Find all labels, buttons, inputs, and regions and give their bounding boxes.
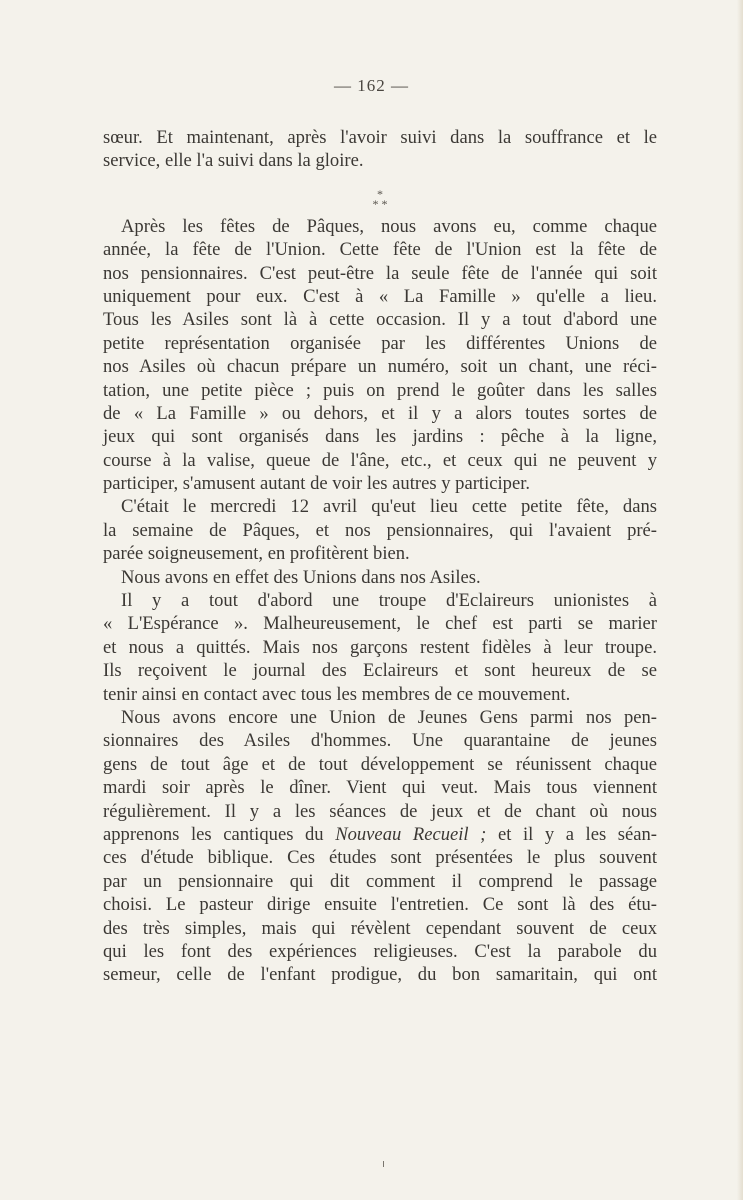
text-line: sœur. Et maintenant, après l'avoir suivi dans la souffrance et le bbox=[103, 127, 657, 148]
separator-stars-bottom: * * bbox=[372, 196, 388, 211]
text-fragment: apprenons les cantiques du bbox=[103, 823, 336, 845]
text-line: Nous avons encore une Union de Jeunes Gens parmi nos pen- bbox=[121, 706, 657, 728]
text-line: et nous a quittés. Mais nos garçons restent fidèles à leur troupe. bbox=[103, 636, 657, 658]
text-line: Ils reçoivent le journal des Eclaireurs et sont heureux de se bbox=[103, 660, 657, 682]
text-line: ces d'étude biblique. Ces études sont présentées le plus souvent bbox=[103, 847, 657, 869]
text-line: la semaine de Pâques, et nos pensionnaires, qui l'avaient pré- bbox=[103, 519, 657, 541]
text-line: des très simples, mais qui révèlent cependant souvent de ceux bbox=[103, 917, 657, 939]
text-fragment: et il y a les séan- bbox=[486, 823, 657, 845]
text-line: participer, s'amusent autant de voir les autres y participer. bbox=[103, 473, 531, 495]
printer-mark bbox=[383, 1161, 384, 1167]
text-line: jeux qui sont organisés dans les jardins : pêche à la ligne, bbox=[103, 426, 657, 448]
text-line: nos pensionnaires. C'est peut-être la seule fête de l'année qui soit bbox=[103, 262, 657, 284]
page-edge bbox=[737, 0, 743, 1200]
text-line: course à la valise, queue de l'âne, etc., et ceux qui ne peuvent y bbox=[103, 449, 657, 471]
text-line: Nous avons en effet des Unions dans nos Asiles. bbox=[121, 566, 481, 588]
separator-star-top: * bbox=[377, 186, 383, 201]
page-number: — 162 — bbox=[334, 76, 409, 95]
text-line: de « La Famille » ou dehors, et il y a alors toutes sortes de bbox=[103, 402, 657, 424]
section-separator bbox=[103, 173, 657, 209]
text-line: gens de tout âge et de tout développement se réunissent chaque bbox=[103, 753, 657, 775]
body-text bbox=[103, 126, 657, 987]
text-line: mardi soir après le dîner. Vient qui veut. Mais tous viennent bbox=[103, 777, 657, 799]
text-line: par un pensionnaire qui dit comment il comprend le passage bbox=[103, 870, 657, 892]
text-line: régulièrement. Il y a les séances de jeux et de chant où nous bbox=[103, 800, 657, 822]
text-line: semeur, celle de l'enfant prodigue, du bon samaritain, qui ont bbox=[103, 964, 657, 986]
text-line: petite représentation organisée par les différentes Unions de bbox=[103, 332, 657, 354]
text-line: Il y a tout d'abord une troupe d'Eclaireurs unionistes à bbox=[121, 590, 657, 612]
text-line: Tous les Asiles sont là à cette occasion. Il y a tout d'abord une bbox=[103, 309, 657, 331]
text-line: choisi. Le pasteur dirige ensuite l'entretien. Ce sont là des étu- bbox=[103, 894, 657, 916]
text-line: Après les fêtes de Pâques, nous avons eu, comme chaque bbox=[121, 215, 657, 237]
text-line: nos Asiles où chacun prépare un numéro, soit un chant, une réci- bbox=[103, 356, 657, 378]
text-line: année, la fête de l'Union. Cette fête de l'Union est la fête de bbox=[103, 239, 657, 261]
text-line: parée soigneusement, en profitèrent bien. bbox=[103, 543, 410, 565]
text-line: tenir ainsi en contact avec tous les membres de ce mouvement. bbox=[103, 683, 571, 705]
text-line: C'était le mercredi 12 avril qu'eut lieu cette petite fête, dans bbox=[121, 496, 657, 518]
text-line: « L'Espérance ». Malheureusement, le chef est parti se marier bbox=[103, 613, 657, 635]
text-line: qui les font des expériences religieuses. C'est la parabole du bbox=[103, 940, 657, 962]
text-line: service, elle l'a suivi dans la gloire. bbox=[103, 150, 364, 172]
text-line: sionnaires des Asiles d'hommes. Une quarantaine de jeunes bbox=[103, 730, 657, 752]
text-line-with-italic bbox=[103, 823, 657, 846]
text-line: uniquement pour eux. C'est à « La Famille » qu'elle a lieu. bbox=[103, 285, 657, 307]
italic-title: Nouveau Recueil ; bbox=[335, 823, 487, 845]
text-line: tation, une petite pièce ; puis on prend le goûter dans les salles bbox=[103, 379, 657, 401]
